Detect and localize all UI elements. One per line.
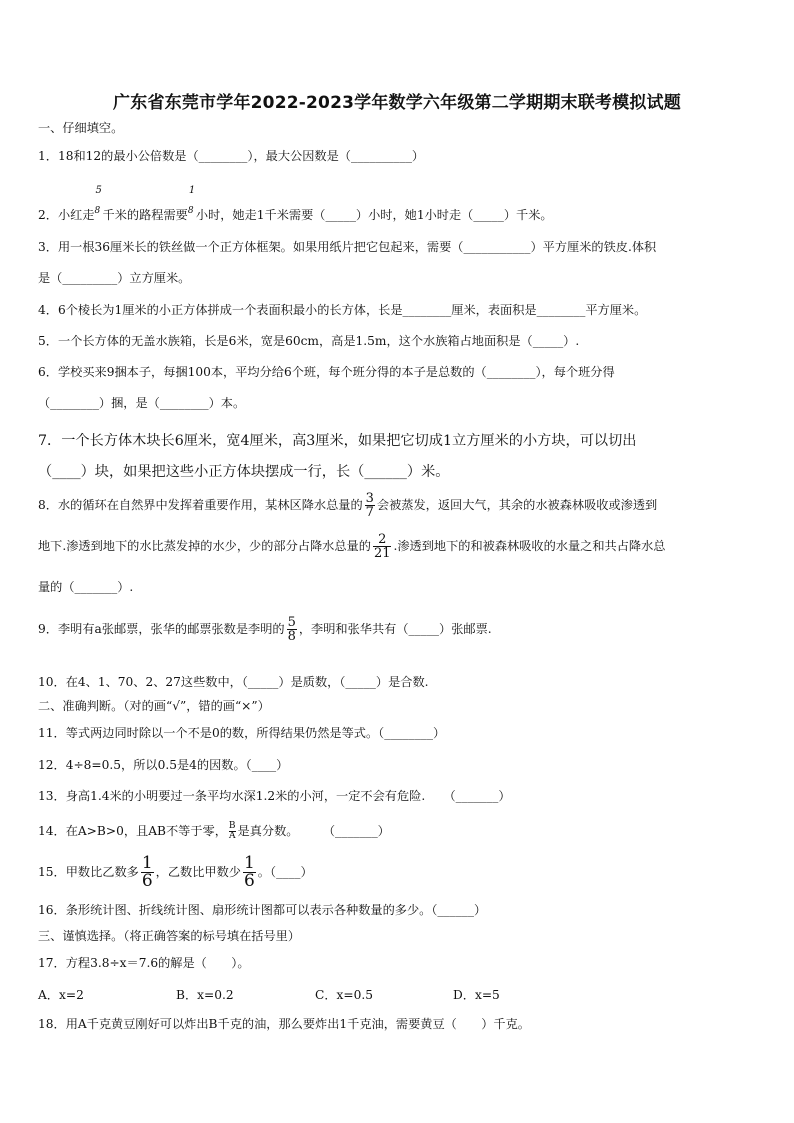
fraction-numerator: 1 <box>141 853 153 873</box>
question-14 <box>38 822 390 841</box>
fraction-1-8 <box>187 185 196 219</box>
question-3-line-1: 3．用一根36厘米长的铁丝做一个正方体框架。如果用纸片把它包起来，需要（___________）平方厘米的铁皮.体积 <box>38 240 657 254</box>
page-title: 广东省东莞市学年2022-2023学年数学六年级第二学期期末联考模拟试题 <box>113 93 681 113</box>
question-15-text-b: ，乙数比甲数少 <box>155 865 241 879</box>
fraction-1-6 <box>141 855 154 890</box>
choice-c: C．x=0.5 <box>315 988 373 1002</box>
question-3-line-2: 是（_________）立方厘米。 <box>38 271 191 285</box>
fraction-2-21 <box>373 533 392 560</box>
fraction-numerator: 2 <box>373 533 392 547</box>
fraction-numerator: 1 <box>188 185 196 196</box>
fraction-numerator: 5 <box>95 185 102 196</box>
fraction-numerator: 1 <box>243 853 255 873</box>
fraction-denominator: 8 <box>287 629 296 644</box>
choice-b: B．x=0.2 <box>176 988 234 1002</box>
question-9-text-b: ，李明和张华共有（_____）张邮票. <box>298 622 492 636</box>
question-1: 1．18和12的最小公倍数是（________），最大公因数是（__________） <box>38 149 425 163</box>
question-8-text-a: 8．水的循环在自然界中发挥着重要作用，某林区降水总量的 <box>38 498 363 512</box>
question-15-text-c: 。（____） <box>257 865 313 879</box>
fraction-denominator: 7 <box>365 505 374 520</box>
question-14-text-b: 是真分数。 （_______） <box>237 824 390 838</box>
section-heading-fill: 一、仔细填空。 <box>38 121 124 135</box>
question-8-line-3: 量的（_______）. <box>38 580 134 594</box>
fraction-denominator: 6 <box>141 871 153 891</box>
fraction-numerator: B <box>228 821 236 831</box>
question-6-line-1: 6．学校买来9捆本子，每捆100本，平均分给6个班，每个班分得的本子是总数的（________），每个班分得 <box>38 365 615 379</box>
question-8-line-2 <box>38 533 665 560</box>
question-11: 11．等式两边同时除以一个不是0的数，所得结果仍然是等式。（________） <box>38 726 446 740</box>
question-9-text-a: 9．李明有a张邮票，张华的邮票张数是李明的 <box>38 622 285 636</box>
question-17: 17．方程3.8÷x＝7.6的解是（ ）。 <box>38 956 250 970</box>
question-2-text-b: 千米的路程需要 <box>102 208 188 222</box>
question-8-text-d: .渗透到地下的和被森林吸收的水量之和共占降水总 <box>393 539 666 553</box>
question-7-line-2: （____）块，如果把这些小正方体块摆成一行，长（______）米。 <box>38 464 450 480</box>
fraction-3-7 <box>365 492 375 519</box>
question-15 <box>38 855 313 890</box>
fraction-5-8 <box>94 185 103 219</box>
question-2-text-c: 小时，她走1千米需要（_____）小时，她1小时走（_____）千米。 <box>195 208 553 222</box>
fraction-numerator: 3 <box>365 491 374 506</box>
fraction-denominator: 21 <box>373 546 391 561</box>
fraction-denominator: A <box>228 831 236 841</box>
question-12: 12．4÷8=0.5，所以0.5是4的因数。（____） <box>38 758 289 772</box>
question-10: 10．在4、1、70、2、27这些数中，（_____）是质数，（_____）是合数. <box>38 675 429 689</box>
question-16: 16．条形统计图、折线统计图、扇形统计图都可以表示各种数量的多少。（______） <box>38 903 487 917</box>
fraction-denominator: 6 <box>243 871 255 891</box>
question-2-text-a: 2．小红走 <box>38 208 95 222</box>
question-13: 13．身高1.4米的小明要过一条平均水深1.2米的小河，一定不会有危险. （_______） <box>38 789 511 803</box>
question-9 <box>38 616 492 643</box>
question-15-text-a: 15．甲数比乙数多 <box>38 865 139 879</box>
question-2 <box>38 185 553 223</box>
question-7-line-1: 7．一个长方体木块长6厘米，宽4厘米，高3厘米，如果把它切成1立方厘米的小方块，可以切出 <box>38 433 637 449</box>
fraction-b-a <box>229 822 236 841</box>
fraction-1-6 <box>243 855 256 890</box>
question-8-text-b: 会被蒸发，返回大气，其余的水被森林吸收或渗透到 <box>376 498 658 512</box>
section-heading-judge: 二、准确判断。（对的画“√”，错的画“×”） <box>38 699 270 713</box>
fraction-5-8 <box>287 616 297 643</box>
question-14-text-a: 14．在A>B>0，且AB不等于零， <box>38 824 227 838</box>
choice-a: A．x=2 <box>38 988 84 1002</box>
question-8-text-c: 地下.渗透到地下的水比蒸发掉的水少，少的部分占降水总量的 <box>38 539 371 553</box>
question-5: 5．一个长方体的无盖水族箱，长是6米，宽是60cm，高是1.5m，这个水族箱占地面积是（_____）. <box>38 334 580 348</box>
fraction-denominator: 8 <box>94 206 101 216</box>
section-heading-choice: 三、谨慎选择。（将正确答案的标号填在括号里） <box>38 929 301 943</box>
question-8-line-1 <box>38 492 657 519</box>
question-18: 18．用A千克黄豆刚好可以炸出B千克的油，那么要炸出1千克油，需要黄豆（ ）千克。 <box>38 1017 530 1031</box>
question-4: 4．6个棱长为1厘米的小正方体拼成一个表面积最小的长方体，长是________厘米，表面积是________平方厘米。 <box>38 303 647 317</box>
question-6-line-2: （________）捆，是（________）本。 <box>38 396 246 410</box>
choice-d: D．x=5 <box>453 988 500 1002</box>
fraction-denominator: 8 <box>187 206 194 216</box>
fraction-numerator: 5 <box>287 615 296 630</box>
